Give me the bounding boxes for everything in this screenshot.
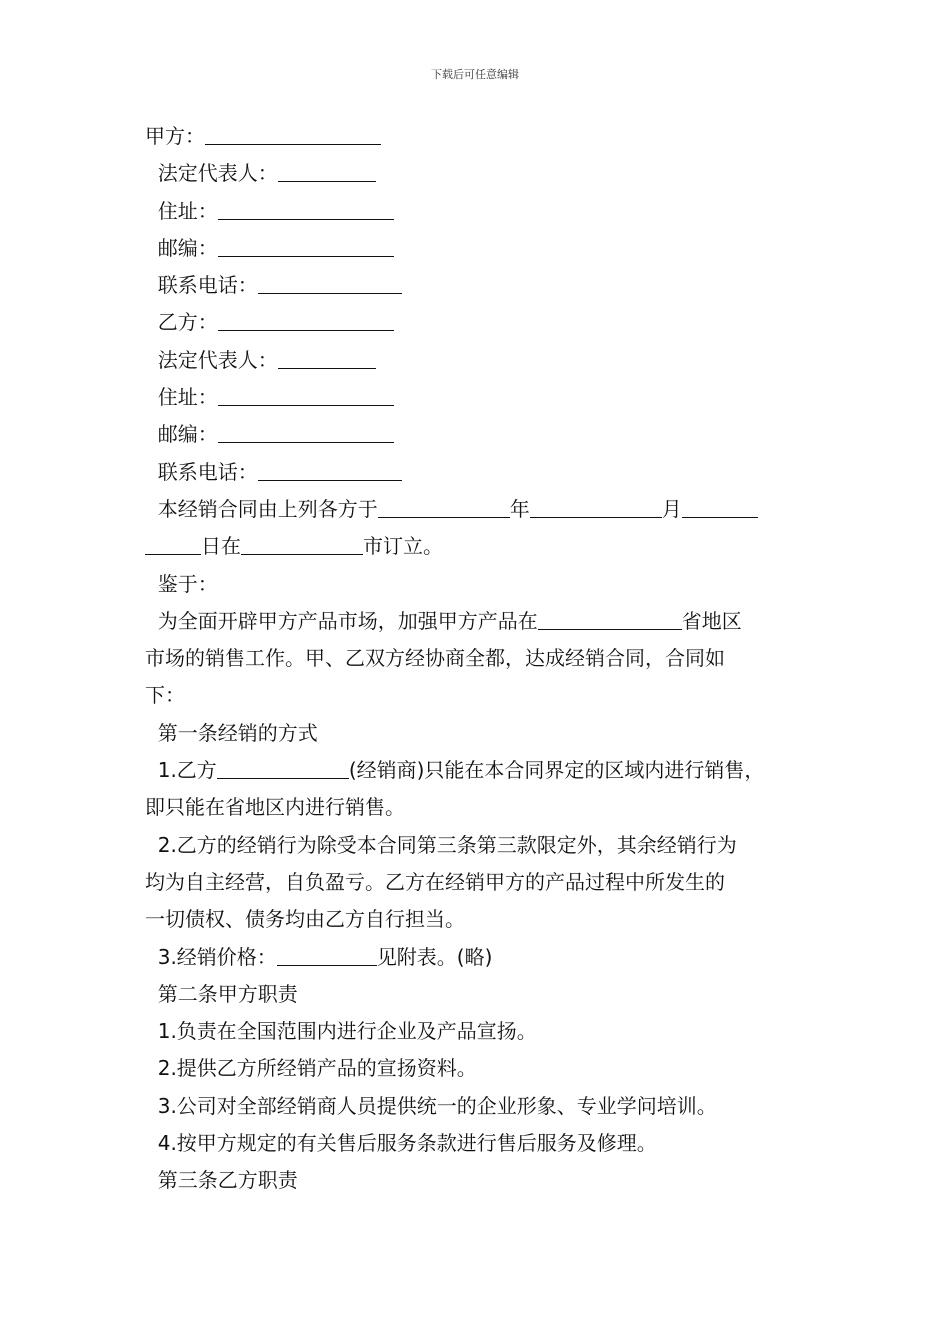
signing-day-blank-b — [145, 532, 201, 555]
article1-item2-cont-line-2 — [145, 901, 813, 938]
article1-item1-line — [145, 752, 813, 789]
article1-item3b: 见附表。(略) — [376, 944, 493, 969]
party-b-postcode-label: 邮编： — [157, 422, 218, 447]
party-a-phone-label: 联系电话： — [157, 273, 258, 298]
article1-item3a: 3.经销价格： — [157, 944, 277, 969]
party-a-label: 甲方： — [145, 124, 205, 148]
party-b-phone-label: 联系电话： — [157, 459, 258, 484]
party-b-representative-line — [145, 342, 813, 379]
party-b-representative-label: 法定代表人： — [157, 347, 278, 372]
party-a-postcode-line — [145, 230, 813, 267]
signing-month-blank — [530, 495, 662, 518]
signing-line-2 — [145, 528, 813, 565]
contract-body — [145, 118, 813, 1200]
party-a-postcode-label: 邮编： — [157, 235, 218, 260]
article1-item2-cont-line-1 — [145, 864, 813, 901]
party-b-address-label: 住址： — [157, 385, 218, 410]
whereas-label: 鉴于： — [157, 571, 218, 596]
signing-city-blank — [241, 532, 363, 555]
whereas-line-1 — [145, 603, 813, 640]
article1-item3-line — [145, 939, 813, 976]
party-a-line — [145, 118, 813, 155]
party-b-address-blank — [218, 383, 394, 406]
article3-title: 第三条乙方职责 — [157, 1168, 298, 1193]
signing-year-label: 年 — [509, 496, 530, 521]
party-b-label: 乙方： — [157, 310, 218, 335]
party-a-representative-line — [145, 155, 813, 192]
signing-year-blank — [378, 495, 510, 518]
party-a-address-line — [145, 193, 813, 230]
whereas-region-blank — [538, 607, 682, 630]
whereas-text-3: 下： — [145, 683, 185, 708]
signing-city-label: 市订立。 — [363, 534, 443, 559]
article1-item1a: 1.乙方 — [157, 758, 217, 783]
article2-item-4: 4.按甲方规定的有关售后服务条款进行售后服务及修理。 — [157, 1131, 657, 1156]
party-a-address-label: 住址： — [157, 198, 218, 223]
signing-day-label: 日在 — [201, 534, 241, 559]
article1-item2c: 一切债权、债务均由乙方自行担当。 — [145, 907, 465, 932]
article1-item2b: 均为自主经营，自负盈亏。乙方在经销甲方的产品过程中所发生的 — [145, 869, 725, 894]
party-b-phone-line — [145, 454, 813, 491]
article2-item-line — [145, 1125, 813, 1162]
whereas-text-2: 市场的销售工作。甲、乙双方经协商全都，达成经销合同，合同如 — [145, 646, 725, 671]
party-b-postcode-blank — [218, 420, 394, 443]
article2-item-1: 1.负责在全国范围内进行企业及产品宣扬。 — [157, 1019, 537, 1044]
whereas-label-line — [145, 566, 813, 603]
whereas-text-1a: 为全面开辟甲方产品市场，加强甲方产品在 — [157, 608, 538, 633]
whereas-line-3 — [145, 677, 813, 714]
page-header: 下载后可任意编辑 — [431, 68, 519, 81]
article1-price-blank — [277, 943, 377, 966]
article2-title: 第二条甲方职责 — [157, 981, 298, 1006]
article2-item-3: 3.公司对全部经销商人员提供统一的企业形象、专业学问培训。 — [157, 1093, 717, 1118]
article1-item2a: 2.乙方的经销行为除受本合同第三条第三款限定外，其余经销行为 — [157, 832, 737, 857]
party-a-representative-label: 法定代表人： — [157, 161, 278, 186]
article1-item2-line — [145, 827, 813, 864]
party-b-address-line — [145, 379, 813, 416]
article1-item1-cont-line — [145, 789, 813, 826]
article1-item1c: 即只能在省地区内进行销售。 — [145, 795, 405, 820]
party-a-address-blank — [218, 197, 394, 220]
article2-title-line — [145, 976, 813, 1013]
signing-month-label: 月 — [661, 496, 682, 521]
party-b-blank — [218, 308, 394, 331]
article1-dealer-blank — [217, 756, 349, 779]
party-a-postcode-blank — [218, 234, 394, 257]
whereas-line-2 — [145, 640, 813, 677]
article2-item-2: 2.提供乙方所经销产品的宣扬资料。 — [157, 1056, 477, 1081]
article1-title-line — [145, 715, 813, 752]
signing-line-1 — [145, 491, 813, 528]
party-a-phone-blank — [258, 271, 402, 294]
party-a-representative-blank — [278, 159, 376, 182]
article2-item-line — [145, 1050, 813, 1087]
party-a-blank — [205, 122, 381, 145]
party-b-line — [145, 304, 813, 341]
party-b-phone-blank — [258, 458, 402, 481]
signing-day-blank-a — [682, 495, 758, 518]
party-b-representative-blank — [278, 346, 376, 369]
article1-title: 第一条经销的方式 — [157, 720, 318, 745]
article2-item-line — [145, 1088, 813, 1125]
article3-title-line — [145, 1162, 813, 1199]
signing-intro: 本经销合同由上列各方于 — [157, 496, 378, 521]
article1-item1b: (经销商)只能在本合同界定的区域内进行销售， — [348, 758, 765, 783]
whereas-text-1b: 省地区 — [681, 608, 742, 633]
party-a-phone-line — [145, 267, 813, 304]
party-b-postcode-line — [145, 416, 813, 453]
article2-item-line — [145, 1013, 813, 1050]
